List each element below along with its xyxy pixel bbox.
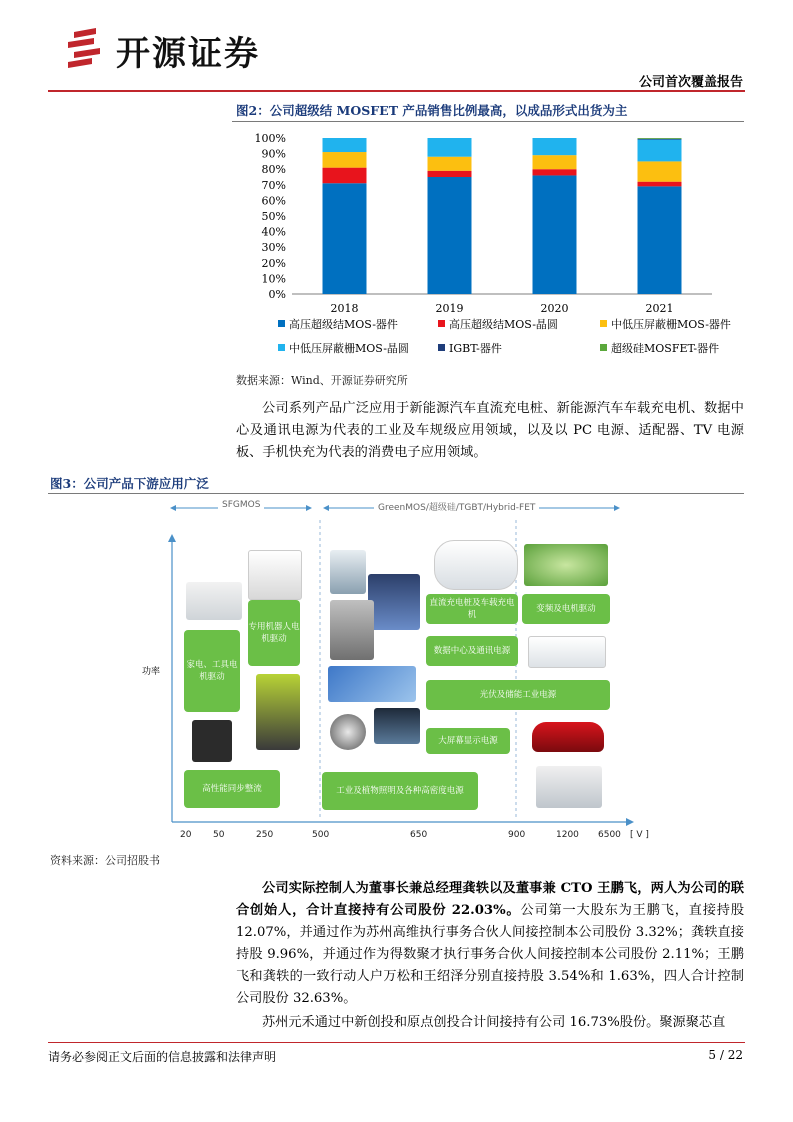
legend-marker	[600, 320, 607, 327]
adapter-image	[192, 720, 232, 762]
x-tick: 650	[410, 830, 428, 840]
report-type: 公司首次覆盖报告	[638, 75, 743, 90]
legend-label: 高压超级结MOS-器件	[289, 318, 398, 331]
bar-segment	[638, 182, 682, 187]
green-energy-image	[524, 544, 608, 586]
box-inverter-motor: 变频及电机驱动	[522, 594, 610, 624]
sports-car-image	[532, 722, 604, 752]
bar-segment	[638, 140, 682, 162]
bar-segment	[533, 138, 577, 155]
x-tick-unit: [ V ]	[630, 830, 649, 840]
y-tick-label: 60%	[261, 194, 286, 208]
bar-segment	[533, 175, 577, 294]
legend-label: 超级硅MOSFET-器件	[611, 342, 720, 355]
electric-car-image	[434, 540, 518, 590]
x-tick-label: 2019	[435, 302, 464, 315]
band-left-label: SFGMOS	[218, 500, 264, 510]
bar-segment	[428, 177, 472, 294]
air-conditioner-image	[528, 636, 606, 668]
legend-marker	[278, 344, 285, 351]
industrial-lamp-image	[330, 714, 366, 750]
bar-segment	[638, 138, 682, 139]
x-tick: 50	[213, 830, 225, 840]
legend-marker	[278, 320, 285, 327]
impact-drill-image	[256, 674, 300, 750]
legend-label: IGBT-器件	[449, 342, 502, 355]
footer-disclaimer: 请务必参阅正文后面的信息披露和法律声明	[48, 1050, 277, 1064]
robot-vehicle-image	[248, 550, 302, 600]
figure2-source: 数据来源：Wind、开源证券研究所	[236, 374, 408, 387]
legend-marker	[438, 320, 445, 327]
y-tick-label: 70%	[261, 178, 286, 192]
paragraph-shareholders-rest: 公司第一大股东为王鹏飞，直接持股 12.07%，并通过作为苏州高维执行事务合伙人间接控制本公司股份 3.32%；龚轶直接持股 9.96%，并通过作为得数聚才执行事务合伙人间接控制本公司股份 2.11%；王鹏飞和龚轶的一致行动人户万松和王绍泽分别直接持股 3.54%和 1.63%，四人合计控制公司股份 32.63%。	[236, 903, 745, 1006]
box-sync-rectifier: 高性能同步整流	[184, 770, 280, 808]
power-axis-label: 功率	[142, 667, 161, 677]
robot-arm-image	[330, 600, 374, 660]
bar-segment	[428, 171, 472, 177]
x-tick: 6500	[598, 830, 621, 840]
drone-image	[186, 582, 242, 620]
application-diagram	[142, 494, 650, 848]
x-tick: 900	[508, 830, 526, 840]
paragraph-shareholders-bold: 公司实际控制人为董事长兼总经理龚轶以及董事兼 CTO 王鹏飞，两人为公司的联合创始人，合计直接持有公司股份 22.03%。	[236, 881, 744, 918]
y-tick-label: 80%	[261, 163, 286, 177]
figure3-title: 图3：公司产品下游应用广泛	[50, 476, 209, 491]
figure2-title: 图2：公司超级结 MOSFET 产品销售比例最高，以成品形式出货为主	[236, 103, 628, 118]
paragraph-shareholders	[236, 878, 744, 1010]
box-dc-charger: 直流充电桩及车载充电机	[426, 594, 518, 624]
bar-segment	[638, 139, 682, 140]
paragraph-investors: 苏州元禾通过中新创投和原点创投合计间接持有公司 16.73%股份。聚源聚芯直	[262, 1015, 726, 1030]
y-tick-label: 0%	[268, 288, 286, 301]
signal-tower-image	[330, 550, 366, 594]
bar-segment	[323, 168, 367, 184]
bar-segment	[323, 183, 367, 294]
x-tick: 500	[312, 830, 330, 840]
box-large-display: 大屏幕显示电源	[426, 728, 510, 754]
y-tick-label: 10%	[261, 272, 286, 286]
solar-panel-image	[328, 666, 416, 702]
legend-label: 中低压屏蔽栅MOS-器件	[611, 318, 731, 331]
server-room-image	[368, 574, 420, 630]
box-robot-motor: 专用机器人电机驱动	[248, 600, 300, 666]
legend-label: 中低压屏蔽栅MOS-晶圆	[289, 342, 409, 355]
bar-segment	[638, 161, 682, 181]
bar-segment	[533, 169, 577, 175]
band-right-label: GreenMOS/超级硅/TGBT/Hybrid-FET	[374, 500, 539, 513]
bar-segment	[428, 138, 472, 157]
y-tick-label: 100%	[254, 132, 286, 145]
footer-rule	[48, 1042, 745, 1043]
bar-segment	[323, 152, 367, 168]
box-datacenter: 数据中心及通讯电源	[426, 636, 518, 666]
figure2-rule	[232, 121, 744, 122]
power-grid-image	[536, 766, 602, 808]
page-number: 5 / 22	[708, 1048, 743, 1062]
x-tick-label: 2021	[645, 302, 674, 315]
y-tick-label: 90%	[261, 147, 286, 161]
box-lighting: 工业及植物照明及各种高密度电源	[322, 772, 478, 810]
figure3-source: 资料来源：公司招股书	[50, 854, 160, 867]
paragraph-applications: 公司系列产品广泛应用于新能源汽车直流充电桩、新能源汽车车载充电机、数据中心及通讯电源为代表的工业及车规级应用领域，以及以 PC 电源、适配器、TV 电源板、手机快充为代表的消费电子应用领域。	[236, 401, 744, 460]
x-tick-label: 2018	[330, 302, 359, 315]
x-tick-label: 2020	[540, 302, 569, 315]
brand-name: 开源证券	[116, 34, 260, 74]
x-tick: 250	[256, 830, 274, 840]
y-tick-label: 30%	[261, 241, 286, 255]
y-tick-label: 40%	[261, 225, 286, 239]
bar-segment	[428, 157, 472, 171]
header-rule	[48, 90, 745, 92]
x-tick: 20	[180, 830, 192, 840]
bar-segment	[533, 155, 577, 169]
bar-segment	[323, 138, 367, 152]
y-tick-label: 20%	[261, 256, 286, 270]
box-appliance-tools: 家电、工具电机驱动	[184, 630, 240, 712]
legend-marker	[438, 344, 445, 351]
legend-marker	[600, 344, 607, 351]
stacked-bar-chart	[232, 126, 744, 368]
bar-segment	[638, 186, 682, 294]
legend-label: 高压超级结MOS-晶圆	[449, 318, 558, 331]
large-display-image	[374, 708, 420, 744]
box-pv-storage: 光伏及储能工业电源	[426, 680, 610, 710]
y-tick-label: 50%	[261, 210, 286, 223]
brand-logo-icon	[66, 28, 108, 68]
x-tick: 1200	[556, 830, 579, 840]
